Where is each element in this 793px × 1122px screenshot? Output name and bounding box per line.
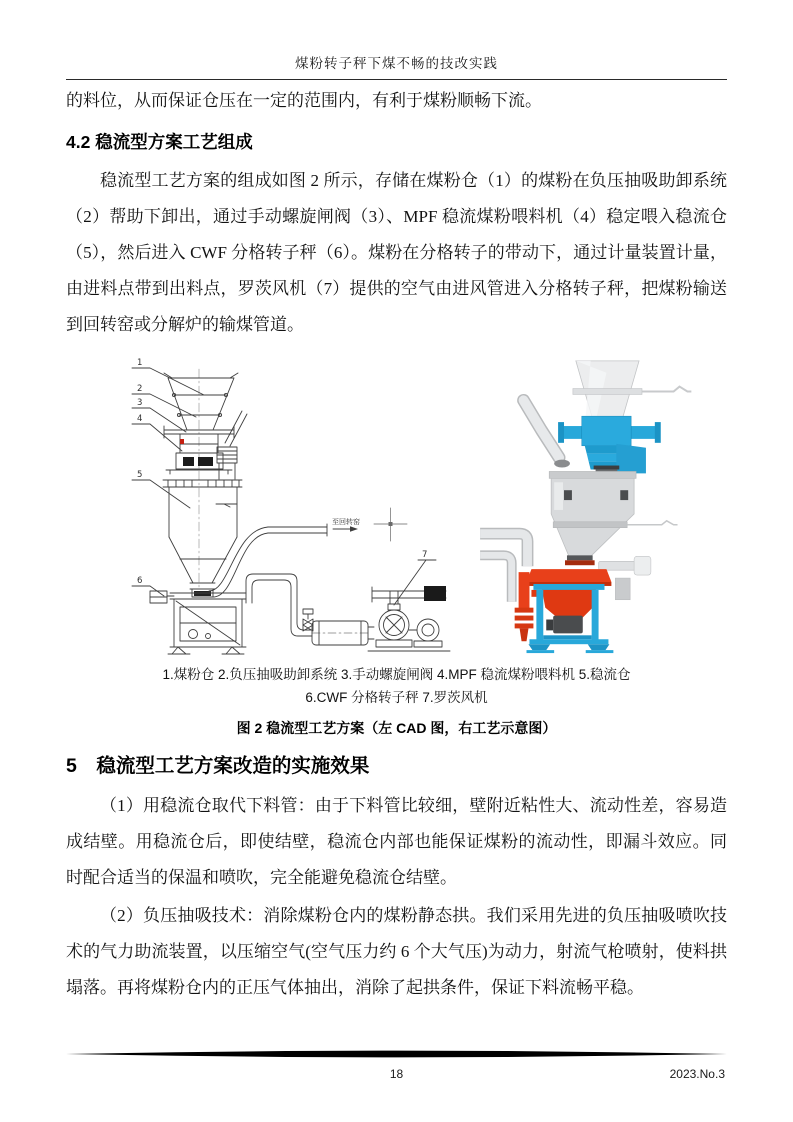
render-motor — [546, 616, 583, 634]
cad-coal-bin-hopper — [164, 373, 238, 430]
section-4-2-paragraph: 稳流型工艺方案的组成如图 2 所示，存储在煤粉仓（1）的煤粉在负压抽吸助卸系统（2）帮助下卸出，通过手动螺旋闸阀（3）、MPF 稳流煤粉喂料机（4）稳定喂入稳流仓（5），然后进入 CWF 分格转子秤（6）。煤粉在分格转子的带动下，通过计量装置计量，由进料点带到出料点，罗茨风机（7）提供的空气由进风管进入分格转子秤，把煤粉输送到回转窑或分解炉的输煤管道。 — [66, 171, 727, 334]
figure-caption: 图 2 稳流型工艺方案（左 CAD 图，右工艺示意图） — [236, 720, 557, 736]
cad-outlet-duct — [209, 508, 407, 597]
section-4-2-heading: 4.2 稳流型方案工艺组成 — [66, 132, 253, 152]
page-footer — [66, 1046, 727, 1085]
cad-callout-5: 5 — [137, 470, 143, 480]
render-mpf-feeder — [558, 416, 661, 473]
page-number: 18 — [389, 1067, 404, 1081]
page-content — [66, 0, 727, 1006]
figure-legend — [66, 663, 727, 709]
figure-3d-render — [480, 353, 727, 659]
page-header — [66, 0, 727, 80]
cad-silencer — [312, 621, 374, 645]
footer-row — [66, 1067, 727, 1085]
cad-roots-blower — [368, 586, 450, 651]
render-cone-outlet — [565, 555, 595, 565]
footer-rule — [66, 1050, 727, 1059]
cad-callout-1: 1 — [137, 358, 143, 368]
section-5-paragraph-1: （1）用稳流仓取代下料管：由于下料管比较细，壁附近粘性大、流动性差，容易造成结壁。用稳流仓后，即使结壁，稳流仓内部也能保证煤粉的流动性，即漏斗效应。同时配合适当的保温和喷吹，完全能避免稳流仓结壁。 — [66, 796, 727, 887]
figure-legend-line2: 6.CWF 分格转子秤 7.罗茨风机 — [305, 690, 488, 705]
issue-number: 2023.No.3 — [669, 1067, 725, 1081]
figure-legend-line1: 1.煤粉仓 2.负压抽吸助卸系统 3.手动螺旋闸阀 4.MPF 稳流煤粉喂料机 5.稳流仓 — [162, 667, 631, 682]
figure-images — [66, 353, 727, 659]
cad-callout-2: 2 — [137, 384, 143, 394]
figure-2 — [66, 353, 727, 738]
cad-to-kiln-label: 至回转窑 — [332, 518, 360, 526]
cad-callout-7: 7 — [422, 550, 428, 560]
cad-callout-3: 3 — [137, 398, 143, 408]
figure-cad-diagram — [106, 353, 466, 658]
cad-callout-4: 4 — [137, 414, 143, 424]
section-5-paragraph-2: （2）负压抽吸技术：消除煤粉仓内的煤粉静态拱。我们采用先进的负压抽吸喷吹技术的气力助流装置，以压缩空气(空气压力约 6 个大气压)为动力，射流气枪喷射，使料拱塌落。再将煤粉仓内的正压气体抽出，消除了起拱条件，保证下料流畅平稳。 — [66, 906, 727, 997]
cad-rotor-scale — [150, 591, 246, 654]
carryover-paragraph: 的料位，从而保证仓压在一定的范围内，有利于煤粉顺畅下流。 — [66, 91, 542, 110]
section-5-heading: 5 稳流型工艺方案改造的实施效果 — [66, 755, 370, 777]
render-stabilizing-bin — [549, 471, 677, 556]
cad-blower-piping — [246, 574, 313, 636]
cad-callout-6: 6 — [137, 576, 143, 586]
render-right-box — [615, 578, 630, 600]
running-title: 煤粉转子秤下煤不畅的技改实践 — [66, 52, 727, 80]
